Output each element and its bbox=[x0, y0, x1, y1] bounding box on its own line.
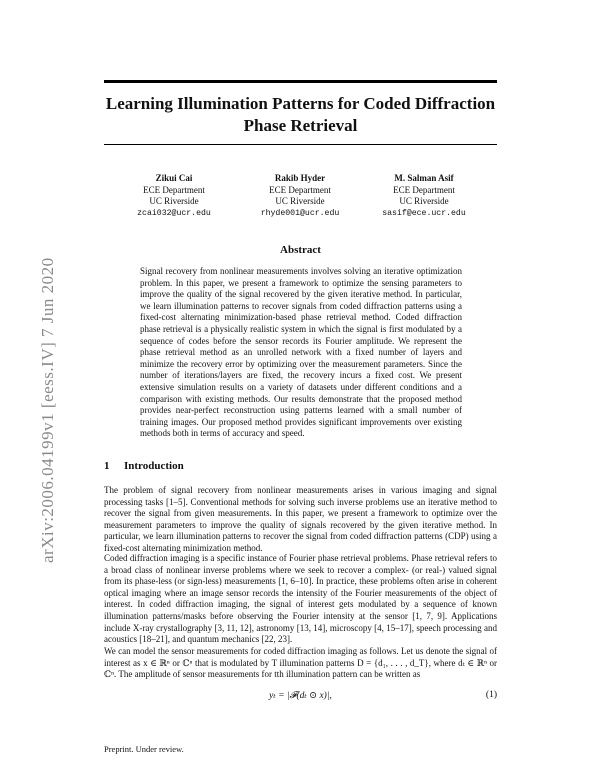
author-name: Zikui Cai bbox=[155, 173, 193, 183]
footer-note: Preprint. Under review. bbox=[104, 744, 184, 754]
section-title: Introduction bbox=[124, 460, 184, 472]
equation-expression: yₜ = |𝓕(dₜ ⊙ x)|, bbox=[269, 691, 332, 701]
title-rule-bottom bbox=[104, 144, 497, 145]
section-number: 1 bbox=[104, 460, 110, 472]
author-dept: ECE Department bbox=[143, 184, 205, 195]
author-block bbox=[104, 173, 497, 223]
section-heading bbox=[104, 460, 184, 472]
paragraph-3: We can model the sensor measurements for coded diffraction imaging as follows. Let us denote the signal of interest as x ∈ ℝⁿ or ℂⁿ that is modulated by T illumination patterns D = {d₁, . . . , d_T}, where dₜ ∈ ℝⁿ or ℂⁿ. The amplitude of sensor measurements for tth illumination pattern can be written as bbox=[104, 646, 497, 680]
paragraph-2: Coded diffraction imaging is a specific instance of Fourier phase retrieval problems. Phase retrieval refers to a broad class of nonlinear inverse problems where we seek to recover a complex- (or real-) valued signal from its phase-less (or sign-less) measurements [1, 6–10]. In practice, these problems often arise in coherent optical imaging where an image sensor records the intensity of the Fourier measurements of the object of interest. In coded diffraction imaging, the signal of interest gets modulated by a sequence of known illumination patterns/masks before observing the Fourier intensity at the sensor [1, 7, 9]. Applications include X-ray crystallography [3, 11, 12], astronomy [13, 14], microscopy [4, 15–17], speech processing and acoustics [18–21], and quantum mechanics [22, 23]. bbox=[104, 553, 497, 645]
arxiv-stamp: arXiv:2006.04199v1 [eess.IV] 7 Jun 2020 bbox=[38, 257, 57, 563]
author-email[interactable]: zcai032@ucr.edu bbox=[137, 208, 211, 218]
author-univ: UC Riverside bbox=[399, 196, 449, 206]
author-2 bbox=[230, 173, 370, 219]
author-email[interactable]: sasif@ece.ucr.edu bbox=[382, 208, 466, 218]
paragraph-1: The problem of signal recovery from nonlinear measurements arises in various imaging and signal processing tasks [1–5]. Conventional methods for solving such inverse problems use an iterative method to recover the signal from given measurements. In this paper, we present a framework to optimize over the measurement parameters to improve the quality of signals recovered by the given iterative method. In particular, we learn illumination patterns to recover the signal from coded diffraction patterns (CDP) using a fixed-cost alternating minimization method. bbox=[104, 485, 497, 553]
author-email[interactable]: rhyde001@ucr.edu bbox=[260, 208, 340, 218]
paper-title: Learning Illumination Patterns for Coded Diffraction Phase Retrieval bbox=[105, 94, 496, 135]
title-rule-top bbox=[104, 80, 497, 83]
author-univ: UC Riverside bbox=[275, 196, 325, 206]
author-dept: ECE Department bbox=[269, 184, 331, 195]
author-name: Rakib Hyder bbox=[274, 173, 326, 183]
abstract-heading: Abstract bbox=[280, 244, 321, 256]
equation-number: (1) bbox=[485, 690, 497, 700]
abstract-text: Signal recovery from nonlinear measurements involves solving an iterative optimization problem. In this paper, we present a framework to optimize the sensing parameters to improve the quality of the signal recovered by the given iterative method. In particular, we learn illumination patterns to recover signals from coded diffraction patterns using a fixed-cost alternating minimization-based phase retrieval method. Coded diffraction phase retrieval is a physically realistic system in which the signal is first modulated by a sequence of codes before the sensor records its Fourier amplitude. We represent the phase retrieval method as an unrolled network with a fixed number of layers and minimize the recovery error by optimizing over the measurement parameters. Since the number of iterations/layers are fixed, the recovery incurs a fixed cost. We present extensive simulation results on a variety of datasets under different conditions and a comparison with existing methods. Our results demonstrate that the proposed method provides near-perfect reconstruction using patterns learned with a small number of training images. Our proposed method provides significant improvements over existing methods both in terms of accuracy and speed. bbox=[140, 266, 462, 439]
author-univ: UC Riverside bbox=[149, 196, 199, 206]
author-dept: ECE Department bbox=[393, 184, 455, 195]
author-1 bbox=[104, 173, 244, 219]
equation-1 bbox=[104, 690, 497, 702]
author-name: M. Salman Asif bbox=[394, 173, 454, 183]
author-3 bbox=[354, 173, 494, 219]
